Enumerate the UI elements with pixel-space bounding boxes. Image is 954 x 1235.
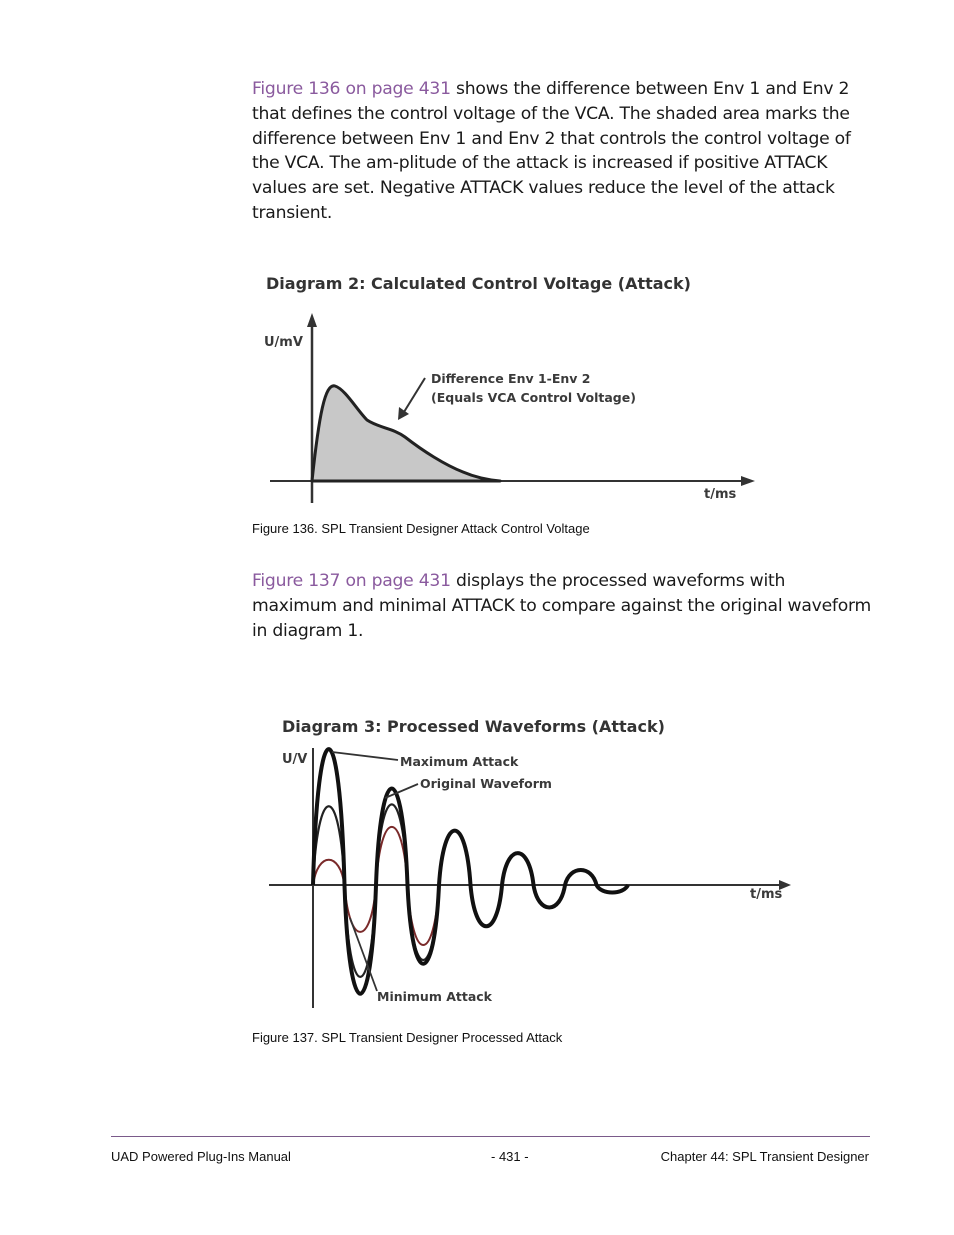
footer-rule xyxy=(111,1136,870,1137)
footer-manual-title: UAD Powered Plug-Ins Manual xyxy=(111,1149,291,1164)
x-axis-label: t/ms xyxy=(750,887,783,902)
annotation-line-2: (Equals VCA Control Voltage) xyxy=(431,390,636,405)
y-axis-label: U/V xyxy=(282,752,308,767)
footer-chapter: Chapter 44: SPL Transient Designer xyxy=(660,1149,869,1164)
body-paragraph-2 xyxy=(252,569,872,643)
figure-136-diagram xyxy=(255,265,775,515)
diagram-2-title: Diagram 2: Calculated Control Voltage (Attack) xyxy=(266,274,691,293)
figure-137-diagram xyxy=(262,708,802,1018)
minimum-attack-label: Minimum Attack xyxy=(377,989,492,1004)
paragraph-2-text: displays the processed waveforms with maximum and minimal ATTACK to compare against the original waveform in diagram 1. xyxy=(252,571,871,641)
y-axis-label: U/mV xyxy=(264,335,303,350)
y-axis-arrow-icon xyxy=(307,313,317,327)
figure-136-link[interactable]: Figure 136 on page 431 xyxy=(252,79,451,99)
annotation-arrow-icon xyxy=(398,407,409,420)
figure-137-caption: Figure 137. SPL Transient Designer Processed Attack xyxy=(252,1030,563,1045)
footer-page-number: - 431 - xyxy=(491,1149,529,1164)
x-axis-label: t/ms xyxy=(704,487,737,502)
paragraph-1-text: shows the difference between Env 1 and Env 2 that defines the control voltage of the VCA. The shaded area marks the difference between Env 1 and Env 2 that controls the control voltage of the VCA. The am-plitude of the attack is increased if positive ATTACK values are set. Negative ATTACK values reduce the level of the attack transient. xyxy=(252,79,851,223)
x-axis-arrow-icon xyxy=(741,476,755,486)
diagram-3-title: Diagram 3: Processed Waveforms (Attack) xyxy=(282,717,665,736)
figure-136-caption: Figure 136. SPL Transient Designer Attack Control Voltage xyxy=(252,521,590,536)
body-paragraph-1 xyxy=(252,77,872,226)
annotation-line-1: Difference Env 1-Env 2 xyxy=(431,371,591,386)
original-waveform-label: Original Waveform xyxy=(420,776,552,791)
annotation-pointer xyxy=(404,378,425,412)
figure-137-link[interactable]: Figure 137 on page 431 xyxy=(252,571,451,591)
max-attack-pointer xyxy=(332,752,398,760)
maximum-attack-label: Maximum Attack xyxy=(400,754,519,769)
